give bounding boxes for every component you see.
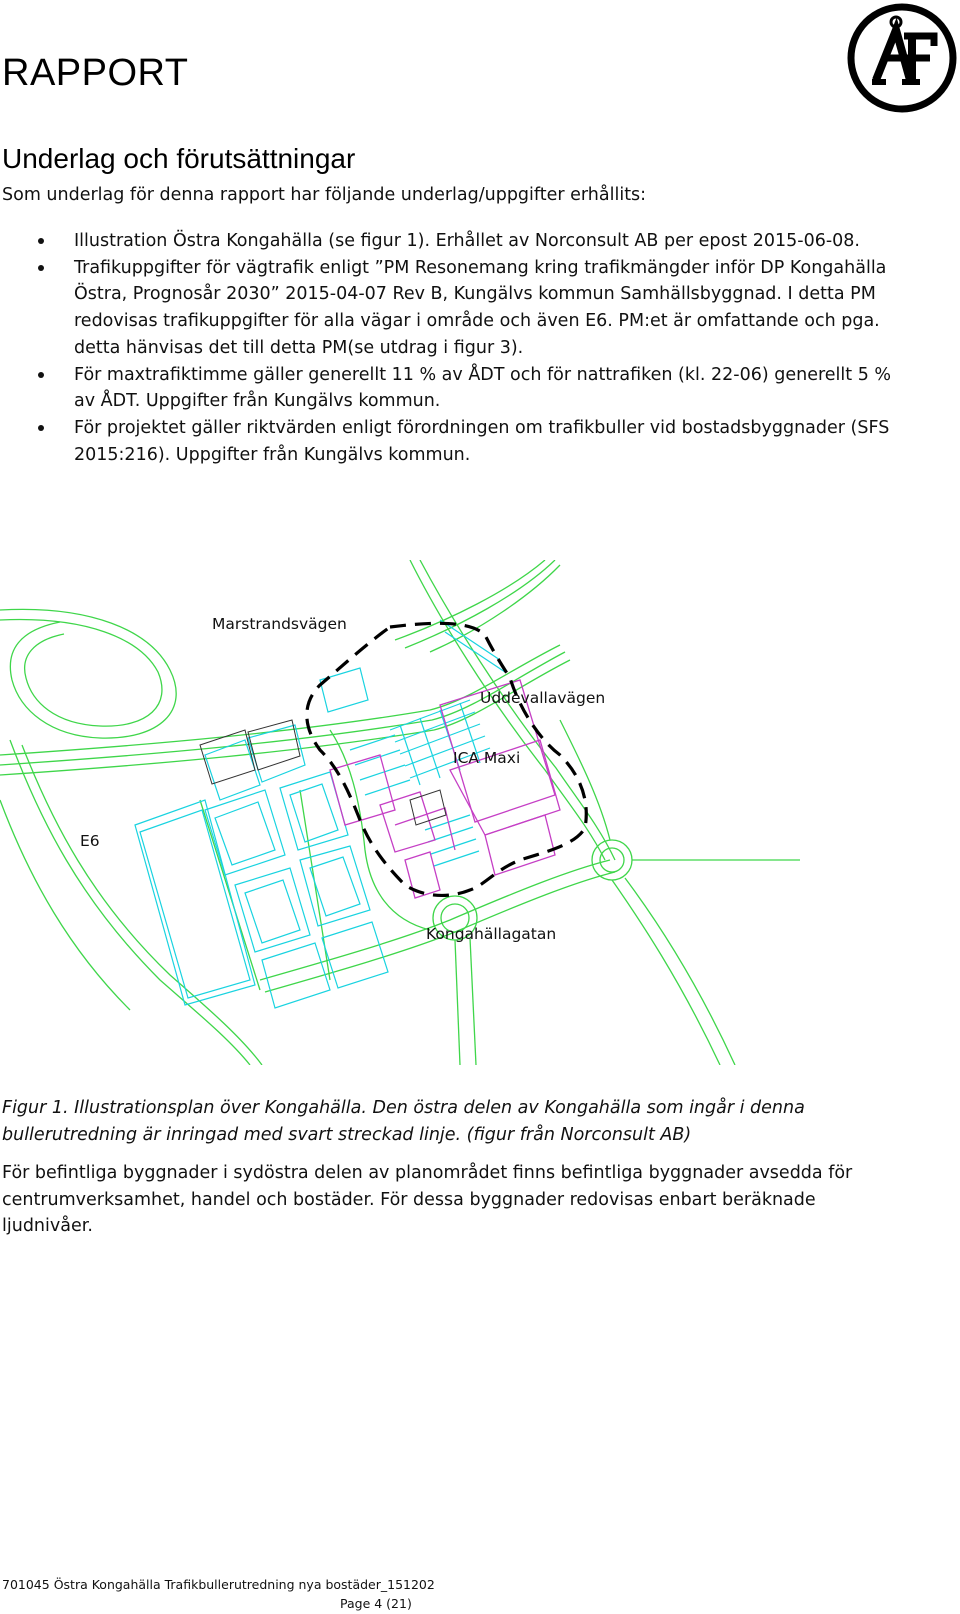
footer-page-number: Page 4 (21)	[340, 1596, 412, 1611]
af-logo	[846, 2, 958, 114]
section-heading: Underlag och förutsättningar	[2, 143, 356, 174]
label-ica-maxi: ICA Maxi	[453, 749, 521, 767]
bullet-icon	[38, 425, 44, 431]
bullet-icon	[38, 238, 44, 244]
footer-document-id: 701045 Östra Kongahälla Trafikbullerutredning nya bostäder_151202	[2, 1577, 435, 1592]
list-item	[0, 415, 900, 468]
list-item	[0, 362, 900, 415]
list-item-text: För projektet gäller riktvärden enligt förordningen om trafikbuller vid bostadsbyggnader (SFS 2015:216). Uppgifter från Kungälvs kommun.	[74, 417, 890, 465]
list-item	[0, 255, 900, 362]
list-item-text: För maxtrafiktimme gäller generellt 11 % av ÅDT och för nattrafiken (kl. 22-06) generellt 5 % av ÅDT. Uppgifter från Kungälvs kommun.	[74, 364, 892, 412]
list-item	[0, 228, 900, 255]
road-network	[0, 560, 800, 1065]
label-kongahallagatan: Kongahällagatan	[426, 925, 557, 943]
label-uddevallavagen: Uddevallavägen	[480, 689, 606, 707]
bullet-icon	[38, 265, 44, 271]
figure-caption: Figur 1. Illustrationsplan över Kongahälla. Den östra delen av Kongahälla som ingår i denna bullerutredning är inringad med svart streckad linje. (figur från Norconsult AB)	[2, 1098, 805, 1145]
label-e6: E6	[80, 832, 100, 850]
label-marstrandsvagen: Marstrandsvägen	[212, 615, 347, 633]
intro-text: Som underlag för denna rapport har följande underlag/uppgifter erhållits:	[2, 185, 647, 205]
plot-lines	[135, 620, 505, 1008]
source-list	[0, 228, 900, 468]
list-item-text: Illustration Östra Kongahälla (se figur 1). Erhållet av Norconsult AB per epost 2015-06-08.	[74, 231, 860, 251]
document-type-title: RAPPORT	[2, 52, 189, 94]
bullet-icon	[38, 372, 44, 378]
illustration-plan-figure	[0, 560, 935, 1065]
body-paragraph: För befintliga byggnader i sydöstra delen av planområdet finns befintliga byggnader avsedda för centrumverksamhet, handel och bostäder. För dessa byggnader redovisas enbart beräknade ljudnivåer.	[2, 1163, 853, 1237]
list-item-text: Trafikuppgifter för vägtrafik enligt ”PM Resonemang kring trafikmängder inför DP Kongahälla Östra, Prognosår 2030” 2015-04-07 Rev B, Kungälvs kommun Samhällsbyggnad. I detta PM redovisas trafikuppgifter för alla vägar i område och även E6. PM:et är omfattande och pga. detta hänvisas det till detta PM(se utdrag i figur 3).	[74, 257, 887, 358]
